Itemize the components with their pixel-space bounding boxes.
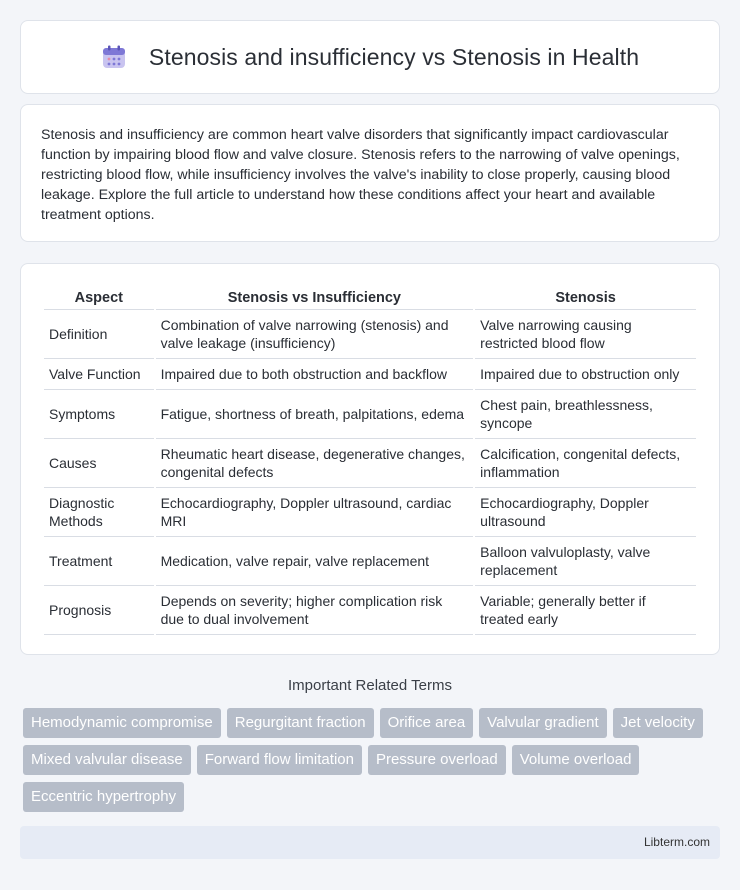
related-term-tag[interactable]: Mixed valvular disease <box>23 745 191 775</box>
column-header-stenosis: Stenosis <box>475 284 696 310</box>
table-cell: Combination of valve narrowing (stenosis) and valve leakage (insufficiency) <box>156 310 474 359</box>
table-cell: Fatigue, shortness of breath, palpitations, edema <box>156 390 474 439</box>
table-cell: Echocardiography, Doppler ultrasound, cardiac MRI <box>156 488 474 537</box>
table-cell: Echocardiography, Doppler ultrasound <box>475 488 696 537</box>
table-cell: Medication, valve repair, valve replacement <box>156 537 474 586</box>
table-cell-aspect: Treatment <box>44 537 154 586</box>
related-terms-list <box>23 708 723 812</box>
related-terms-title: Important Related Terms <box>288 677 452 694</box>
intro-card <box>20 104 720 242</box>
table-cell: Impaired due to both obstruction and backflow <box>156 359 474 390</box>
table-row <box>44 359 696 390</box>
table-cell: Balloon valvuloplasty, valve replacement <box>475 537 696 586</box>
related-term-tag[interactable]: Forward flow limitation <box>197 745 362 775</box>
column-header-stenosis-vs-insufficiency: Stenosis vs Insufficiency <box>156 284 474 310</box>
table-cell: Rheumatic heart disease, degenerative changes, congenital defects <box>156 439 474 488</box>
table-row <box>44 537 696 586</box>
comparison-table <box>42 284 698 635</box>
column-header-aspect: Aspect <box>44 284 154 310</box>
table-cell-aspect: Diagnostic Methods <box>44 488 154 537</box>
table-cell-aspect: Prognosis <box>44 586 154 635</box>
related-term-tag[interactable]: Pressure overload <box>368 745 506 775</box>
title-card <box>20 20 720 94</box>
related-term-tag[interactable]: Volume overload <box>512 745 640 775</box>
table-cell: Calcification, congenital defects, inflammation <box>475 439 696 488</box>
table-cell-aspect: Definition <box>44 310 154 359</box>
footer <box>20 826 720 859</box>
related-term-tag[interactable]: Regurgitant fraction <box>227 708 374 738</box>
related-term-tag[interactable]: Valvular gradient <box>479 708 606 738</box>
table-cell: Variable; generally better if treated early <box>475 586 696 635</box>
comparison-card <box>20 263 720 655</box>
related-term-tag[interactable]: Hemodynamic compromise <box>23 708 221 738</box>
table-cell-aspect: Valve Function <box>44 359 154 390</box>
table-cell: Chest pain, breathlessness, syncope <box>475 390 696 439</box>
table-cell: Depends on severity; higher complication risk due to dual involvement <box>156 586 474 635</box>
calendar-icon <box>101 44 127 70</box>
intro-paragraph: Stenosis and insufficiency are common heart valve disorders that significantly impact cardiovascular function by impairing blood flow and valve closure. Stenosis refers to the narrowing of valve openings, restricting blood flow, while insufficiency involves the valve's inability to close properly, causing blood leakage. Explore the full article to understand how these conditions affect your heart and available treatment options. <box>41 127 680 223</box>
table-row <box>44 586 696 635</box>
table-row <box>44 439 696 488</box>
page-title: Stenosis and insufficiency vs Stenosis in Health <box>148 43 640 70</box>
table-row <box>44 488 696 537</box>
table-cell-aspect: Symptoms <box>44 390 154 439</box>
table-cell: Impaired due to obstruction only <box>475 359 696 390</box>
related-term-tag[interactable]: Jet velocity <box>613 708 703 738</box>
table-header-row <box>44 284 696 310</box>
related-term-tag[interactable]: Eccentric hypertrophy <box>23 782 184 812</box>
related-term-tag[interactable]: Orifice area <box>380 708 474 738</box>
table-cell: Valve narrowing causing restricted blood flow <box>475 310 696 359</box>
table-row <box>44 310 696 359</box>
table-row <box>44 390 696 439</box>
table-cell-aspect: Causes <box>44 439 154 488</box>
footer-site-link[interactable]: Libterm.com <box>643 835 710 849</box>
